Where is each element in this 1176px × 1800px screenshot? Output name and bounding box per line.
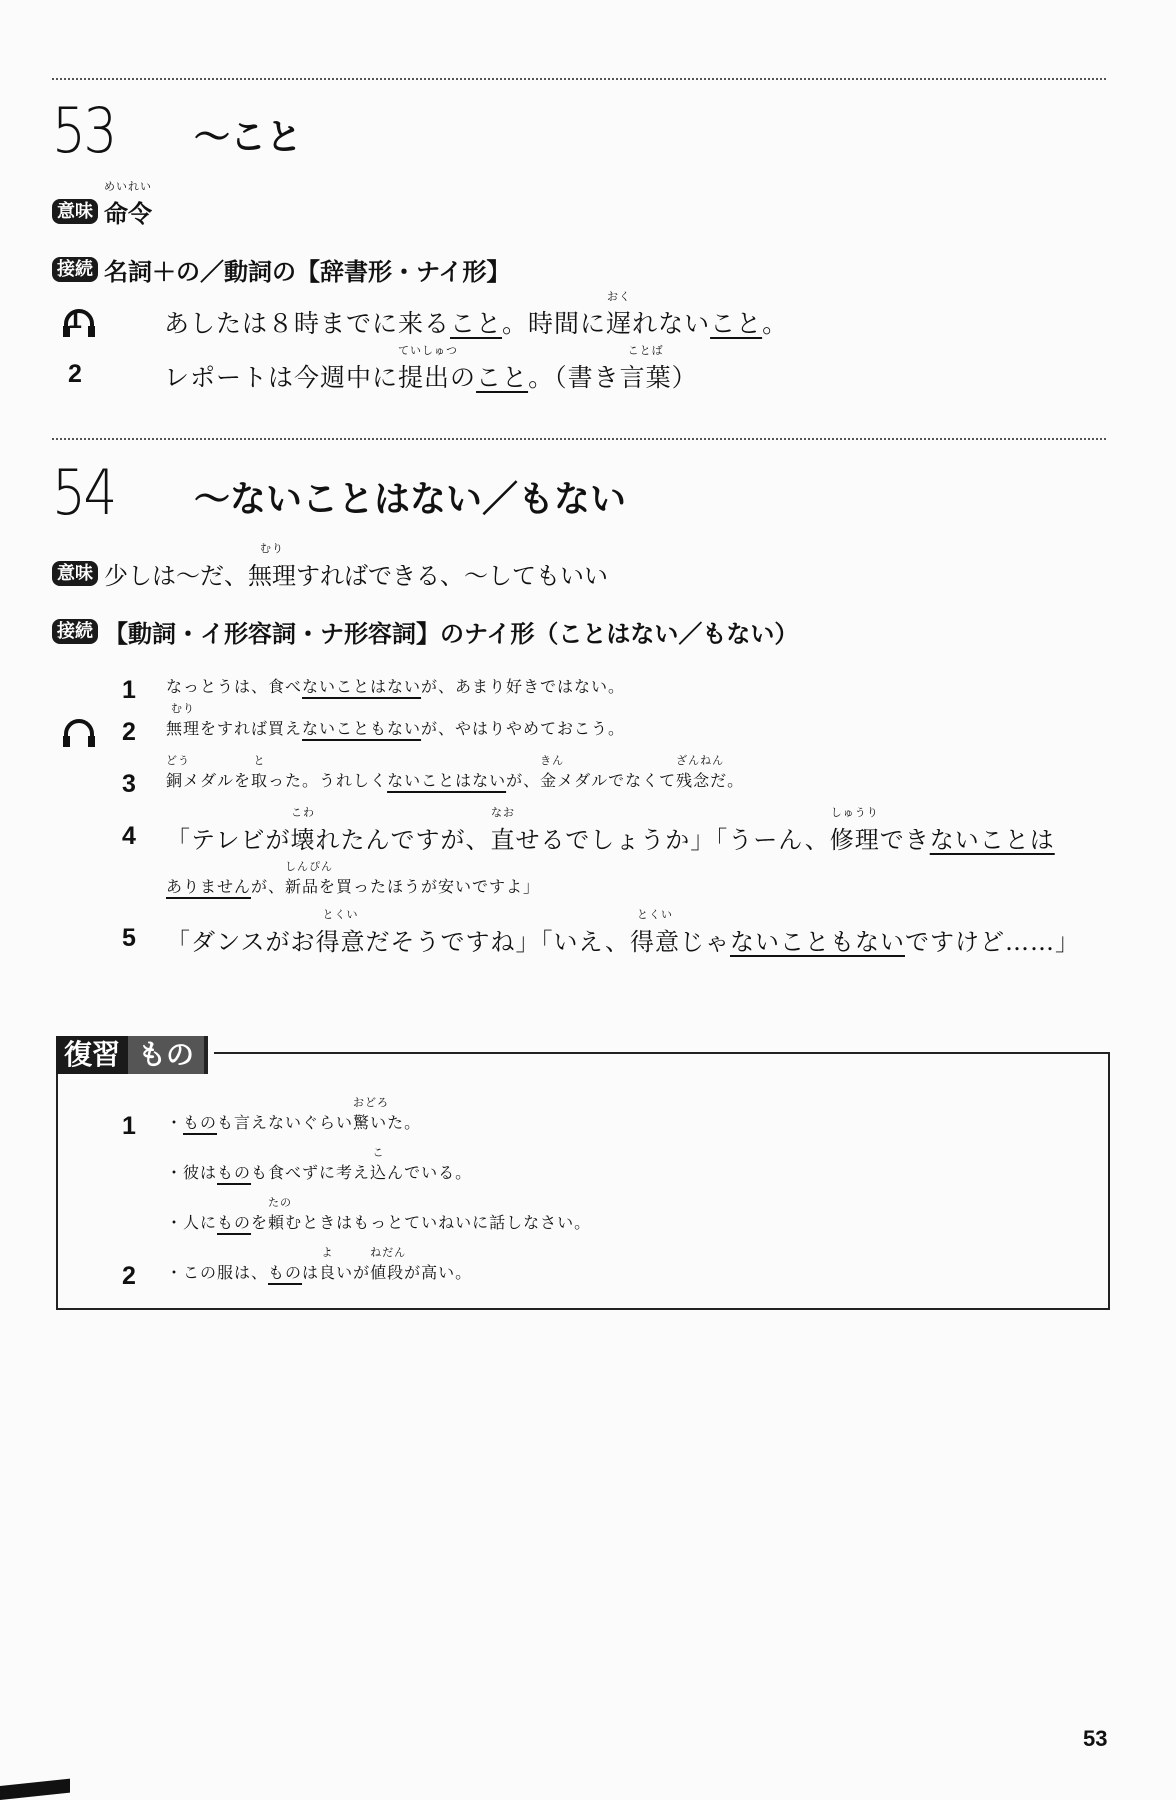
ruby-word: むり 無理 (248, 542, 296, 590)
underlined-phrase: ないことは (929, 826, 1055, 854)
example-number: 1 (122, 676, 136, 704)
scan-shadow (0, 1779, 70, 1800)
meaning-text: 命令 (104, 200, 152, 228)
meaning-row (52, 180, 152, 229)
headphones-icon[interactable] (62, 718, 96, 748)
example-number: 2 (122, 718, 136, 746)
ruby-word: ざんねん 残念 (676, 754, 725, 790)
underlined-phrase: こと (710, 309, 763, 338)
ruby-word: ことば 言葉 (619, 344, 672, 392)
underlined-phrase: こと (476, 363, 529, 392)
ruby-word: よ 良 (319, 1246, 337, 1282)
ruby-word: こわ 壊 (290, 806, 316, 854)
furigana: めいれい (104, 180, 152, 193)
underlined-phrase: もの (217, 1213, 252, 1232)
section-title: ～こと (194, 117, 303, 158)
ruby-word: なお 直 (490, 806, 516, 854)
ruby-word: たの 頼 (268, 1196, 293, 1232)
underlined-phrase: もの (183, 1113, 218, 1132)
connection-badge: 接続 (52, 619, 98, 645)
review-number: 2 (122, 1262, 136, 1290)
ruby-word: とくい 得意 (315, 908, 366, 956)
section-number: 54 (52, 456, 115, 529)
connection-row (52, 252, 510, 287)
page-number: 53 (1083, 1726, 1108, 1751)
underlined-phrase: ありません (166, 877, 252, 896)
underlined-phrase: こと (450, 309, 503, 338)
underlined-phrase: もの (217, 1163, 252, 1182)
underlined-phrase: ないこともない (302, 719, 422, 738)
ruby-word: きん 金 (540, 754, 565, 790)
example-number: 3 (122, 770, 136, 798)
example-number: 2 (68, 360, 82, 388)
ruby-word: どう 銅 (166, 754, 190, 790)
review-label-dark: 復習 (56, 1036, 128, 1074)
section-divider (52, 438, 1106, 440)
ruby-word: おく 遅 (606, 290, 633, 338)
ruby-word: しゅうり 修理 (829, 806, 880, 854)
underlined-phrase: ないこともない (729, 928, 905, 956)
textbook-page: 53 ～こと 意味 めいれい 命令 接続 名詞＋の／動詞の【辞書形・ナイ形】 1 あしたは８時までに来ること。時間に おく 遅れないこと。 2 レポートは今週中に ていしゅつ 提出のこと。（書き ことば 言葉） 54 ～ないことはない／もない 意味 少しは～だ、 むり 無理すればできる、～してもいい 接続 【動詞・イ形容詞・ナ形容詞】のナイ形（ことはない／もない） 1 なっとうは、食べないことはないが、あまり好きではない。 2 むり 無理をすれば買えないこともないが、やはりやめておこう。 3 どう 銅メダルを と 取った。うれしくないことはないが、 きん 金メダルでなくて ざんねん 残念だ。 4 「テレビが こわ 壊れたんですが、 なお 直せるでしょうか」「うーん、 しゅうり 修理できないことは ありませんが、 しんぴん 新品を買ったほうが安いですよ」 5 「ダンスがお とくい 得意だそうですね」「いえ、 とくい 得意じゃないこともないですけど……」 復習 もの 1 ・ものも言えないぐらい おどろ 驚いた。 ・彼はものも食べずに考え こ 込んでいる。 ・人にものを たの 頼むときはもっとていねいに話しなさい。 2 ・この服は、ものは よ 良いが ねだん 値段が高い。 53 (0, 0, 1176, 1800)
ruby-word (104, 180, 152, 229)
example-number: 1 (68, 306, 82, 334)
underlined-phrase: もの (268, 1263, 303, 1282)
ruby-word: ていしゅつ 提出 (398, 344, 459, 392)
connection-text: 【動詞・イ形容詞・ナ形容詞】のナイ形（ことはない／もない） (104, 620, 799, 648)
underlined-phrase: ないことはない (302, 677, 422, 696)
ruby-word: しんぴん 新品 (285, 860, 334, 896)
ruby-word: ねだん 値段 (370, 1246, 407, 1282)
connection-text: 名詞＋の／動詞の【辞書形・ナイ形】 (104, 258, 511, 286)
section-54-header (52, 456, 627, 529)
ruby-word: とくい 得意 (629, 908, 680, 956)
connection-badge: 接続 (52, 257, 98, 283)
meaning-row: 意味 少しは～だ、 むり 無理すればできる、～してもいい (52, 556, 608, 591)
meaning-badge: 意味 (52, 199, 98, 225)
review-label (56, 1036, 214, 1074)
ruby-word: こ 込 (370, 1146, 388, 1182)
section-53-header (52, 94, 303, 167)
section-number: 53 (52, 94, 115, 167)
review-label-topic: もの (128, 1036, 208, 1074)
review-number: 1 (122, 1112, 136, 1140)
underlined-phrase: ないことはない (387, 771, 507, 790)
ruby-word: むり 無理 (166, 702, 201, 738)
section-divider (52, 78, 1106, 80)
example-number: 5 (122, 924, 136, 952)
meaning-badge: 意味 (52, 561, 98, 587)
section-title: ～ないことはない／もない (194, 479, 627, 520)
connection-row (52, 614, 798, 649)
ruby-word: と 取 (251, 754, 269, 790)
example-number: 4 (122, 822, 136, 850)
ruby-word: おどろ 驚 (353, 1096, 390, 1132)
